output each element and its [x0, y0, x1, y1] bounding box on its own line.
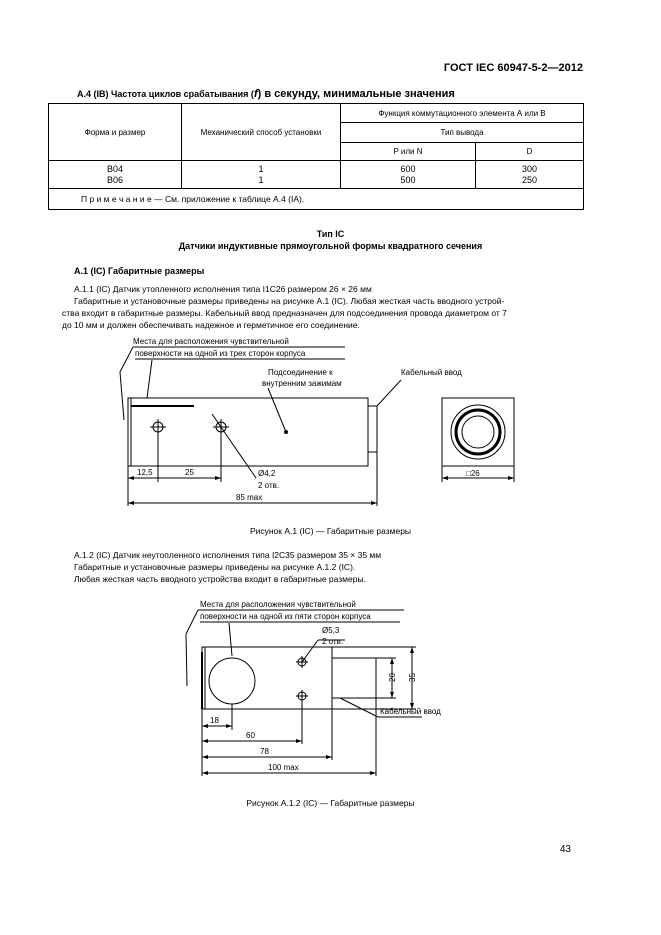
fig2-dim-hole: Ø5,3: [322, 626, 340, 635]
fig1-caption: Рисунок A.1 (IC) — Габаритные размеры: [249, 526, 412, 536]
fig1-label-conn-2: внутренним зажимам: [262, 379, 342, 388]
col-output-header: Тип вывода: [341, 123, 584, 143]
fig2-caption: Рисунок A.1.2 (IC) — Габаритные размеры: [246, 798, 415, 808]
a12-text-2: Любая жесткая часть вводного устройства входит в габаритные размеры.: [74, 574, 366, 584]
row-pn: 500: [400, 174, 416, 185]
fig2-dim-total: 100 max: [268, 763, 299, 772]
fig1-end-view: [442, 398, 514, 466]
table-caption-suffix: ) в секунду, минимальные значения: [257, 88, 455, 100]
col-func-header: Функция коммутационного элемента А или В: [341, 104, 584, 123]
fig1-sensor-body: [128, 398, 368, 466]
row-form: B06: [106, 174, 123, 185]
fig1-dim-25: 25: [185, 468, 194, 477]
fig2-label-surface-1: Места для расположения чувствительной: [200, 600, 356, 609]
row-d: 250: [521, 174, 538, 185]
row-form: B04: [106, 163, 123, 174]
fig2-dim-78: 78: [260, 747, 269, 756]
type-title: Тип IC: [316, 229, 345, 239]
fig1-dim-12-5: 12,5: [137, 468, 153, 477]
figure-a12-drawing: [0, 590, 661, 790]
col-form-header: Форма и размер: [49, 104, 182, 161]
fig1-dim-holes-count: 2 отв.: [258, 481, 280, 490]
table-note: П р и м е ч а н и е — См. приложение к таблице A.4 (IA).: [49, 189, 584, 210]
a1-heading: A.1 (IC) Габаритные размеры: [74, 266, 205, 276]
a11-text-2: ства входит в габаритные размеры. Кабельный ввод предназначен для подсоединения провода диаметром от 7: [62, 308, 507, 318]
document-header: ГОСТ IEC 60947-5-2—2012: [443, 62, 583, 74]
row-d: 300: [521, 163, 538, 174]
row-mount: 1: [258, 163, 264, 174]
frequency-table: [48, 103, 584, 210]
col-d-header: D: [476, 143, 584, 161]
fig2-dim-20: 20: [388, 673, 397, 682]
table-data-row: [49, 161, 584, 189]
fig2-dim-60: 60: [246, 731, 255, 740]
a12-text-1: Габаритные и установочные размеры приведены на рисунке A.1.2 (IC).: [74, 562, 356, 572]
col-mount-header: Механический способ установки: [182, 104, 341, 161]
a11-line: A.1.1 (IC) Датчик утопленного исполнения типа I1C26 размером 26 × 26 мм: [74, 284, 372, 294]
fig1-label-cable: Кабельный ввод: [401, 368, 462, 377]
fig1-dim-total: 85 max: [236, 493, 263, 502]
fig2-dim-18: 18: [210, 716, 219, 725]
fig2-label-cable: Кабельный ввод: [380, 707, 441, 716]
table-caption-prefix: A.4 (IB) Частота циклов срабатывания (: [77, 89, 254, 99]
fig2-cable-entry: [332, 658, 376, 698]
fig1-cable-entry: [368, 406, 377, 452]
row-mount: 1: [258, 174, 264, 185]
fig2-label-surface-2: поверхности на одной из пяти сторон корпуса: [200, 612, 371, 621]
fig2-dim-35: 35: [408, 673, 417, 682]
col-pn-header: P или N: [341, 143, 476, 161]
a12-line: A.1.2 (IC) Датчик неутопленного исполнения типа I2C35 размером 35 × 35 мм: [74, 550, 382, 560]
fig1-label-surface-2: поверхности на одной из трех сторон корпуса: [135, 349, 306, 358]
fig2-sensor-body: [202, 647, 332, 709]
figure-a1-drawing: [0, 330, 661, 520]
type-subtitle: Датчики индуктивные прямоугольной формы квадратного сечения: [178, 241, 483, 251]
fig1-label-surface-1: Места для расположения чувствительной: [133, 337, 289, 346]
fig2-leader-surface: [186, 610, 198, 686]
table-caption: [77, 88, 455, 100]
fig2-dim-holes-count: 2 отв.: [322, 637, 344, 646]
a11-text-1: Габаритные и установочные размеры приведены на рисунке A.1 (IC). Любая жесткая часть вводного устрой-: [74, 296, 505, 306]
fig1-dim-hole: Ø4,2: [258, 469, 276, 478]
a12-paragraph: [74, 549, 586, 585]
page-number: 43: [559, 844, 571, 855]
a11-paragraph: [62, 283, 586, 331]
fig1-label-conn-1: Подсоединение к: [268, 368, 333, 377]
table-caption-f: f: [253, 88, 258, 100]
a11-text-3: до 10 мм и должен обеспечивать надежное и герметичное его соединение.: [62, 320, 360, 330]
fig1-dim-square: □26: [466, 469, 480, 478]
row-pn: 600: [400, 163, 416, 174]
